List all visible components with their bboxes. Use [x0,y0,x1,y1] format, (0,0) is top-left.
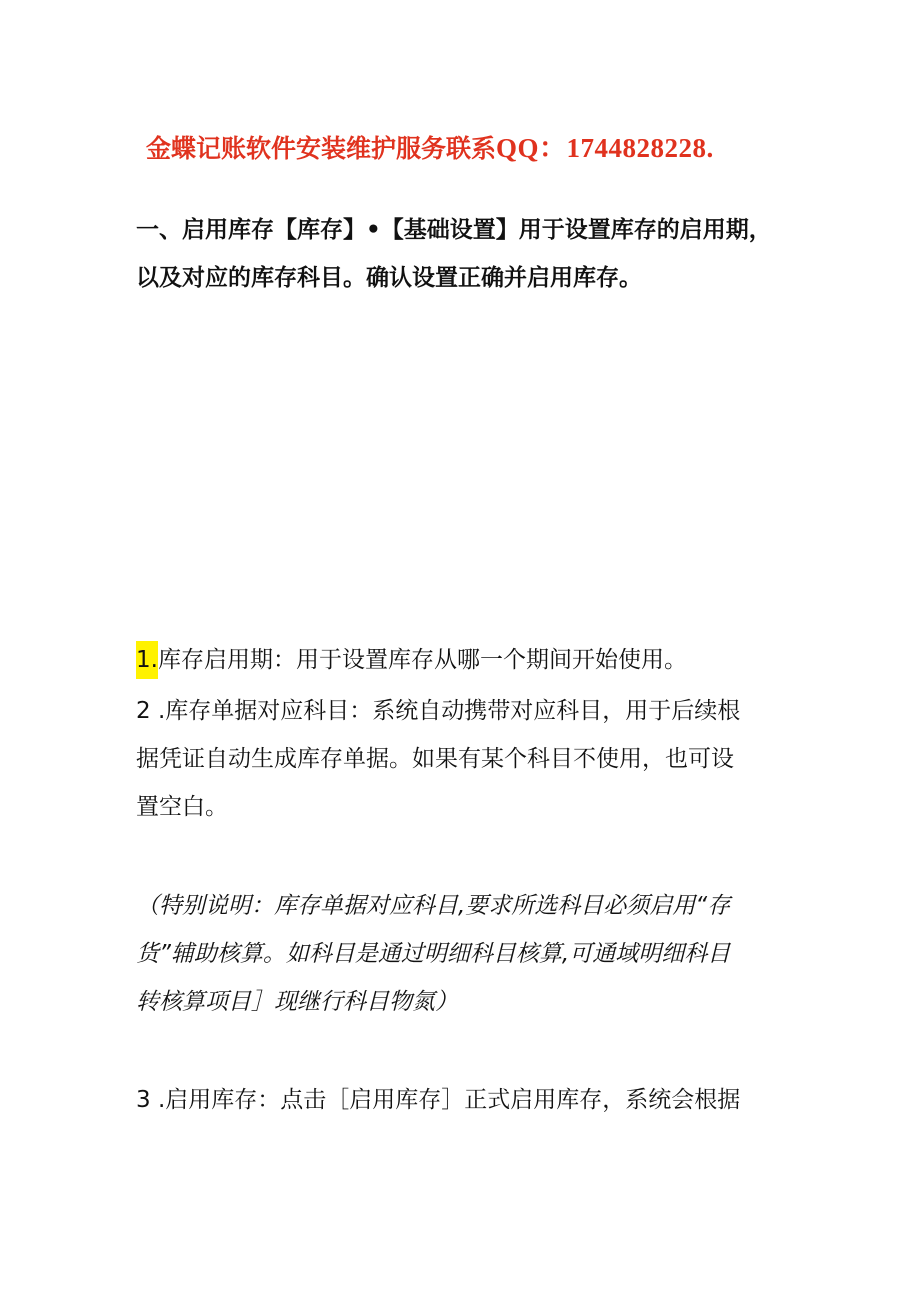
item-1 [136,636,796,684]
section-heading [136,206,806,302]
contact-qq: QQ：1744828228. [496,133,714,163]
special-note [136,882,796,1026]
item-3 [136,1076,796,1124]
heading-line-2: 以及对应的库存科目。确认设置正确并启用库存。 [136,265,642,291]
note-line-1: （特别说明：库存单据对应科目,要求所选科目必须启用“存 [136,893,731,919]
item-2-line-3: 置空白。 [136,794,228,820]
heading-line-1: 一、启用库存【库存】•【基础设置】用于设置库存的启用期， [136,217,772,243]
contact-text: 金蝶记账软件安装维护服务联系 [146,134,497,163]
item-2 [136,687,796,831]
note-line-3: 转核算项目］现继行科目物氮） [136,989,458,1015]
item-2-line-1: 2 .库存单据对应科目：系统自动携带对应科目，用于后续根 [136,698,741,724]
item-1-text: 库存启用期：用于设置库存从哪一个期间开始使用。 [157,647,687,673]
note-line-2: 货”辅助核算。如科目是通过明细科目核算,可通域明细科目 [136,941,731,967]
item-2-line-2: 据凭证自动生成库存单据。如果有某个科目不使用，也可设 [136,746,734,772]
item-1-number: 1. [136,641,158,679]
contact-banner [146,126,846,165]
item-3-line-1: 3 .启用库存：点击［启用库存］正式启用库存，系统会根据 [136,1087,741,1113]
